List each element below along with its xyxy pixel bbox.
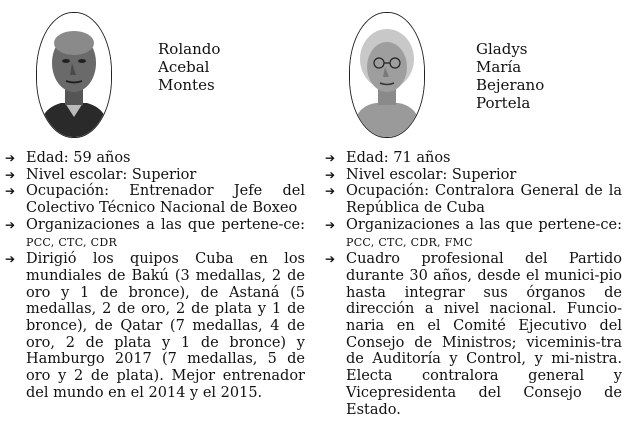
arrow-right-icon: ➔ (5, 151, 16, 165)
organizations-value: PCC, CTC, CDR, FMC (346, 235, 473, 249)
name-line: María (476, 58, 522, 76)
arrow-right-icon: ➔ (5, 167, 16, 182)
arrow-right-icon: ➔ (325, 151, 336, 165)
man-portrait-image (37, 13, 111, 137)
fact-occupation: ➔ Ocupación: Contralora General de la República de Cuba (325, 183, 622, 217)
candidate-name (158, 40, 220, 94)
arrow-right-icon: ➔ (5, 184, 16, 199)
name-line: Bejerano (476, 76, 545, 94)
candidate-facts-list (325, 150, 622, 418)
woman-portrait-image (350, 13, 424, 137)
portrait-photo (349, 12, 425, 138)
name-line: Rolando (158, 40, 221, 58)
arrow-right-icon: ➔ (325, 217, 336, 232)
arrow-right-icon: ➔ (5, 217, 16, 232)
fact-education: ➔ Nivel escolar: Superior (5, 166, 197, 183)
name-line: Gladys (476, 40, 528, 58)
arrow-right-icon: ➔ (325, 167, 336, 182)
name-line: Acebal (158, 58, 210, 76)
fact-career: ➔ Dirigió los quipos Cuba en los mundiales de Bakú (3 medallas, 2 de oro y 1 de bronce), de Astaná (5 medallas, 2 de oro, 2 de plata y 1 de bronce), de Qatar (7 medallas, 4 de oro, 2 de plata y 1 de bronce) y Hamburgo 2017 (7 medallas, 5 de oro y 2 de plata). Mejor entrenador del mundo en el 2014 y el 2015. (5, 251, 305, 401)
fact-organizations: ➔ Organizaciones a las que pertene-ce: PCC, CTC, CDR (5, 216, 305, 249)
arrow-right-icon: ➔ (325, 184, 336, 199)
candidate-facts-list (5, 150, 305, 402)
fact-age: ➔ Edad: 71 años (325, 150, 451, 166)
name-line: Portela (476, 94, 531, 112)
fact-age: ➔ Edad: 59 años (5, 150, 131, 166)
arrow-right-icon: ➔ (5, 252, 16, 267)
fact-education: ➔ Nivel escolar: Superior (325, 166, 517, 183)
portrait-photo (36, 12, 112, 138)
name-line: Montes (158, 76, 215, 94)
fact-organizations: ➔ Organizaciones a las que pertene-ce: PCC, CTC, CDR, FMC (325, 216, 622, 249)
arrow-right-icon: ➔ (325, 252, 336, 267)
fact-career: ➔ Cuadro profesional del Partido durante 30 años, desde el munici-pio hasta integrar sus órganos de dirección a nivel nacional. Funcio-naria en el Comité Ejecutivo del Consejo de Ministros; viceminis-tra de Auditoría y Control, y mi-nistra. Electa contralora general y Vicepresidenta del Consejo de Estado. (325, 251, 622, 418)
fact-occupation: ➔ Ocupación: Entrenador Jefe del Colectivo Técnico Nacional de Boxeo (5, 183, 305, 217)
organizations-value: PCC, CTC, CDR (26, 235, 118, 249)
candidate-name (476, 40, 544, 112)
